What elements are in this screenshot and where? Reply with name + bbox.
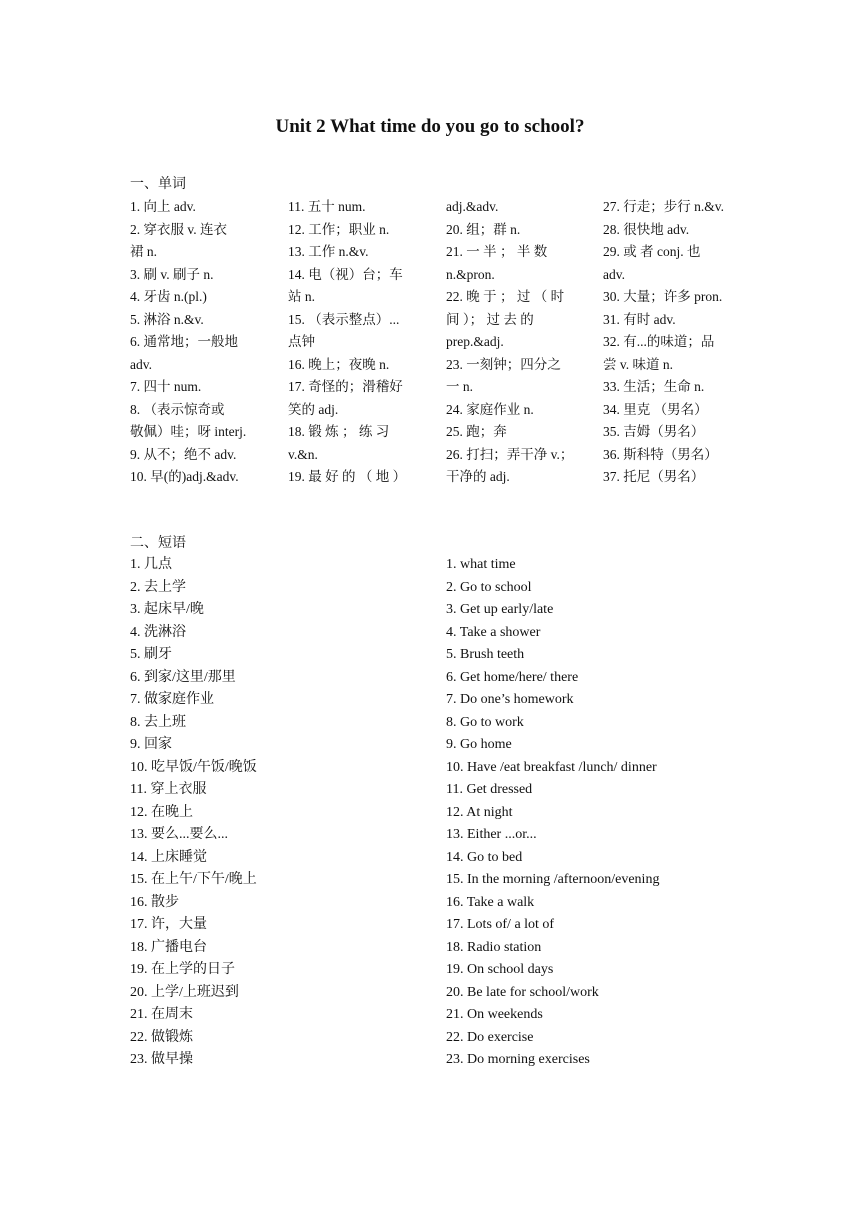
phrase-item: 8. 去上班 [130,714,186,730]
vocab-line: 站 n. [288,289,315,304]
phrase-item: 16. Take a walk [446,894,535,910]
vocab-column-4 [603,196,743,489]
phrase-list-chinese [130,554,257,1072]
vocab-line: 15. （表示整点）... [288,311,400,327]
vocab-line: 22. 晚 于 ； 过 （ 时 [446,289,565,304]
vocab-line: 23. 一刻钟；四分之 [446,356,561,372]
vocab-line: v.&n. [288,446,318,462]
vocab-line: 笑的 adj. [288,401,339,417]
phrase-item: 23. 做早操 [130,1052,193,1067]
phrase-item: 17. Lots of/ a lot of [446,917,555,932]
phrase-list-english [446,554,659,1072]
vocab-line: 10. 早(的)adj.&adv. [130,469,239,484]
vocab-line: 干净的 adj. [446,469,510,484]
phrase-item: 5. 刷牙 [130,647,172,662]
phrase-item: 15. 在上午/下午/晚上 [130,872,257,887]
page-title: Unit 2 What time do you go to school? [275,116,585,137]
vocab-line: 敬佩）哇；呀 interj. [130,424,247,439]
vocab-line: 34. 里克 （男名） [603,401,708,417]
vocab-line: 35. 吉姆（男名） [603,424,705,439]
phrase-item: 14. 上床睡觉 [130,849,207,865]
phrase-item: 4. 洗淋浴 [130,624,186,640]
vocab-line: 11. 五十 num. [288,199,366,214]
vocab-column-2 [288,196,428,489]
vocab-column-3 [446,196,586,489]
phrase-item: 3. Get up early/late [446,602,554,617]
vocab-line: 36. 斯科特（男名） [603,446,718,462]
vocab-column-1 [130,196,270,489]
vocab-line: 13. 工作 n.&v. [288,244,369,259]
vocab-line: 点钟 [288,334,315,349]
vocab-line: 20. 组；群 n. [446,221,521,237]
vocab-line: 28. 很快地 adv. [603,221,690,237]
vocab-line: 26. 打扫；弄干净 v.； [446,446,574,462]
phrase-item: 21. 在周末 [130,1007,193,1022]
vocab-line: 18. 锻 炼 ； 练 习 [288,424,390,439]
phrase-item: 2. Go to school [446,579,532,595]
phrase-item: 16. 散步 [130,894,179,910]
phrase-item: 20. 上学/上班迟到 [130,984,239,1000]
vocab-line: 19. 最 好 的 （ 地 ） [288,469,407,484]
phrase-item: 12. At night [446,804,513,820]
phrase-item: 22. Do exercise [446,1029,534,1045]
vocab-line: 4. 牙齿 n.(pl.) [130,289,207,304]
vocab-line: 裙 n. [130,244,157,259]
vocab-line: 32. 有...的味道；品 [603,334,715,349]
phrase-item: 3. 起床早/晚 [130,602,204,617]
phrase-item: 18. 广播电台 [130,939,207,955]
vocab-line: 6. 通常地；一般地 [130,334,238,349]
phrase-item: 11. Get dressed [446,782,533,797]
vocab-line: 尝 v. 味道 n. [603,356,673,372]
vocab-line: 3. 刷 v. 刷子 n. [130,266,214,282]
vocab-line: 8. （表示惊奇或 [130,401,225,417]
vocab-line: adv. [603,266,625,282]
phrase-item: 23. Do morning exercises [446,1052,590,1067]
phrase-item: 19. On school days [446,962,554,977]
phrase-item: 19. 在上学的日子 [130,962,235,977]
phrase-item: 8. Go to work [446,714,524,730]
vocab-line: 7. 四十 num. [130,379,202,394]
phrase-item: 5. Brush teeth [446,647,525,662]
vocab-line: prep.&adj. [446,334,504,349]
vocab-line: 14. 电（视）台；车 [288,266,403,282]
vocab-line: adv. [130,356,152,372]
vocab-line: n.&pron. [446,266,495,282]
vocab-line: 9. 从不；绝不 adv. [130,446,237,462]
phrase-item: 7. Do one’s homework [446,692,574,707]
phrase-item: 1. 几点 [130,557,172,572]
phrase-item: 9. 回家 [130,737,172,752]
vocab-heading: 一、单词 [130,177,186,192]
phrase-item: 6. 到家/这里/那里 [130,669,236,685]
vocab-line: 24. 家庭作业 n. [446,401,534,417]
phrase-item: 1. what time [446,557,516,572]
vocab-line: 16. 晚上；夜晚 n. [288,356,390,372]
phrase-item: 11. 穿上衣服 [130,782,207,797]
phrase-item: 20. Be late for school/work [446,984,599,1000]
phrase-item: 10. 吃早饭/午饭/晚饭 [130,759,257,775]
vocab-line: 间 ）； 过 去 的 [446,311,534,327]
vocab-line: 31. 有时 adv. [603,311,676,327]
phrase-item: 13. 要么...要么... [130,827,228,842]
vocab-line: 29. 或 者 conj. 也 [603,244,701,259]
vocab-line: 33. 生活；生命 n. [603,379,705,394]
phrase-item: 13. Either ...or... [446,827,537,842]
phrase-heading: 二、短语 [130,536,186,551]
phrase-item: 4. Take a shower [446,624,541,640]
vocab-line: 12. 工作；职业 n. [288,221,390,237]
vocab-line: 1. 向上 adv. [130,199,196,214]
phrase-item: 7. 做家庭作业 [130,692,214,707]
phrase-item: 6. Get home/here/ there [446,669,579,685]
vocab-line: 37. 托尼（男名） [603,469,705,484]
phrase-item: 9. Go home [446,737,512,752]
vocab-line: 25. 跑；奔 [446,424,507,439]
vocab-line: 27. 行走；步行 n.&v. [603,199,724,214]
phrase-item: 10. Have /eat breakfast /lunch/ dinner [446,759,657,775]
vocab-line: 一 n. [446,379,473,394]
vocab-line: 21. 一 半 ； 半 数 [446,244,548,259]
phrase-item: 12. 在晚上 [130,804,193,820]
vocab-line: adj.&adv. [446,199,499,214]
phrase-item: 15. In the morning /afternoon/evening [446,872,660,887]
phrase-item: 21. On weekends [446,1007,543,1022]
vocab-line: 2. 穿衣服 v. 连衣 [130,221,227,237]
phrase-item: 2. 去上学 [130,579,186,595]
vocab-line: 30. 大量；许多 pron. [603,289,723,304]
phrase-item: 17. 许，大量 [130,917,207,932]
vocab-line: 5. 淋浴 n.&v. [130,311,204,327]
phrase-item: 18. Radio station [446,939,542,955]
vocab-line: 17. 奇怪的；滑稽好 [288,379,403,394]
phrase-item: 14. Go to bed [446,849,523,865]
phrase-item: 22. 做锻炼 [130,1029,193,1045]
